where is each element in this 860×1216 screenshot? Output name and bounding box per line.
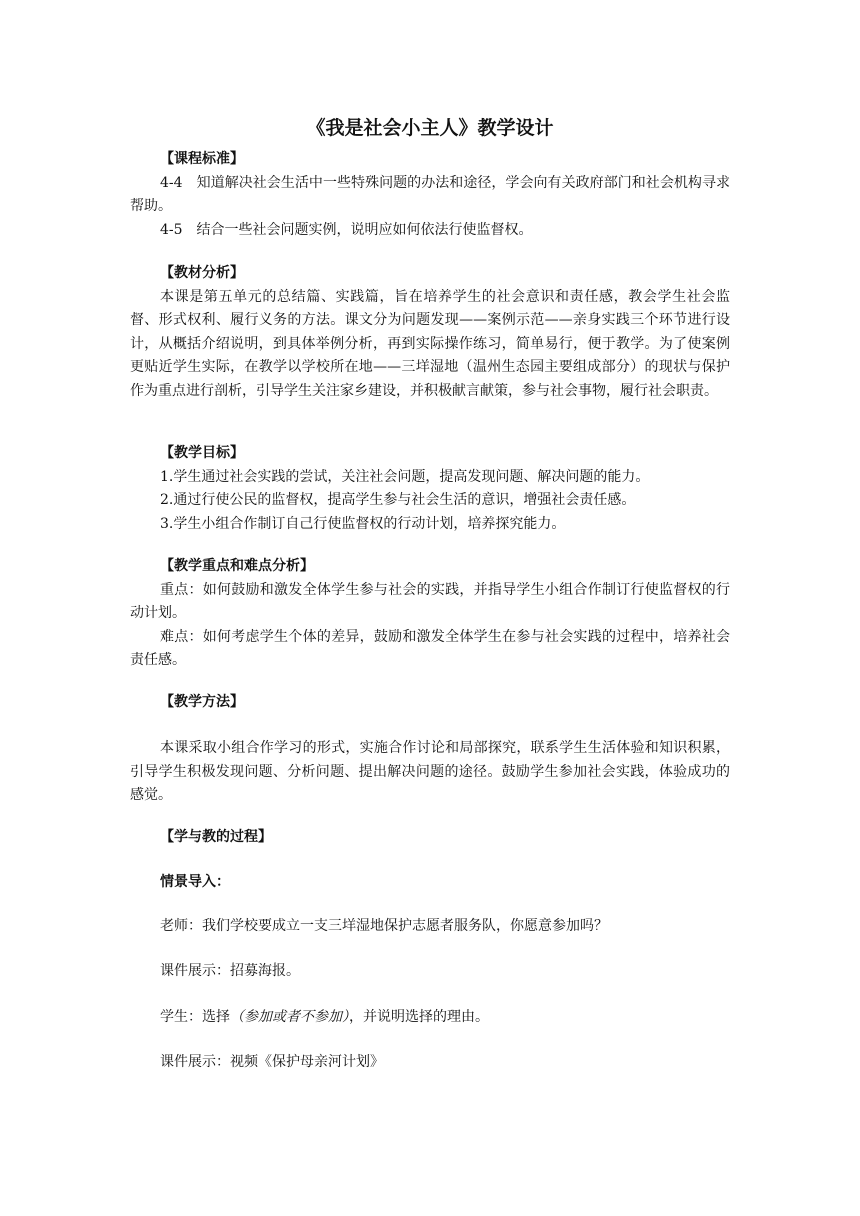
process-show2-block (130, 1051, 730, 1075)
process-student-line (160, 1006, 730, 1030)
analysis-paragraph: 本课是第五单元的总结篇、实践篇，旨在培养学生的社会意识和责任感，教会学生社会监督、形式权利、履行义务的方法。课文分为问题发现——案例示范——亲身实践三个环节进行设计，从概括介绍说明，到具体举例分析，再到实际操作练习，简单易行，便于教学。为了使案例更贴近学生实际，在教学以学校所在地——三垟湿地（温州生态园主要组成部分）的现状与保护作为重点进行剖析，引导学生关注家乡建设，并积极献言献策，参与社会事物，履行社会职责。 (130, 288, 730, 399)
methods-body (130, 737, 730, 808)
heading-keypoints: 【教学重点和难点分析】 (160, 558, 314, 574)
section-goals (130, 442, 730, 536)
heading-methods: 【教学方法】 (160, 694, 244, 710)
student-suffix: ，并说明选择的理由。 (349, 1009, 489, 1025)
student-prefix: 学生：选择 (160, 1009, 230, 1025)
page-title: 《我是社会小主人》教学设计 (306, 117, 554, 139)
process-student-block (130, 1006, 730, 1030)
section-methods (130, 691, 730, 715)
goal-item-3: 3.学生小组合作制订自己行使监督权的行动计划，培养探究能力。 (160, 515, 566, 532)
keypoint-difficulty: 难点：如何考虑学生个体的差异，鼓励和激发全体学生在参与社会实践的过程中，培养社会责任感。 (130, 628, 730, 668)
section-keypoints (130, 555, 730, 673)
heading-analysis: 【教材分析】 (160, 265, 244, 281)
process-teacher-block (130, 915, 730, 939)
section-process (130, 826, 730, 850)
standard-item-2: 4-5 结合一些社会问题实例，说明应如何依法行使监督权。 (160, 221, 533, 238)
keypoint-focus: 重点：如何鼓励和激发全体学生参与社会的实践，并指导学生小组合作制订行使监督权的行动计划。 (130, 581, 730, 621)
heading-goals: 【教学目标】 (160, 445, 244, 461)
standard-item-1: 4-4 知道解决社会生活中一些特殊问题的办法和途径，学会向有关政府部门和社会机构寻求帮助。 (130, 174, 730, 214)
process-show1-block (130, 960, 730, 984)
process-show1-line: 课件展示：招募海报。 (160, 963, 300, 979)
goal-item-2: 2.通过行使公民的监督权，提高学生参与社会生活的意识，增强社会责任感。 (160, 492, 636, 508)
section-standards (130, 148, 730, 242)
process-subheading-block (130, 871, 730, 895)
section-analysis (130, 262, 730, 403)
process-subheading: 情景导入： (160, 874, 230, 890)
process-teacher-line: 老师：我们学校要成立一支三垟湿地保护志愿者服务队，你愿意参加吗？ (160, 918, 608, 934)
process-show2-line: 课件展示：视频《保护母亲河计划》 (160, 1054, 384, 1070)
heading-standards: 【课程标准】 (160, 151, 244, 167)
student-choice: （参加或者不参加） (230, 1009, 349, 1025)
heading-process: 【学与教的过程】 (160, 829, 272, 845)
methods-paragraph: 本课采取小组合作学习的形式，实施合作讨论和局部探究，联系学生生活体验和知识积累，引导学生积极发现问题、分析问题、提出解决问题的途径。鼓励学生参加社会实践，体验成功的感觉。 (130, 740, 730, 803)
goal-item-1: 1.学生通过社会实践的尝试，关注社会问题，提高发现问题、解决问题的能力。 (160, 468, 650, 485)
